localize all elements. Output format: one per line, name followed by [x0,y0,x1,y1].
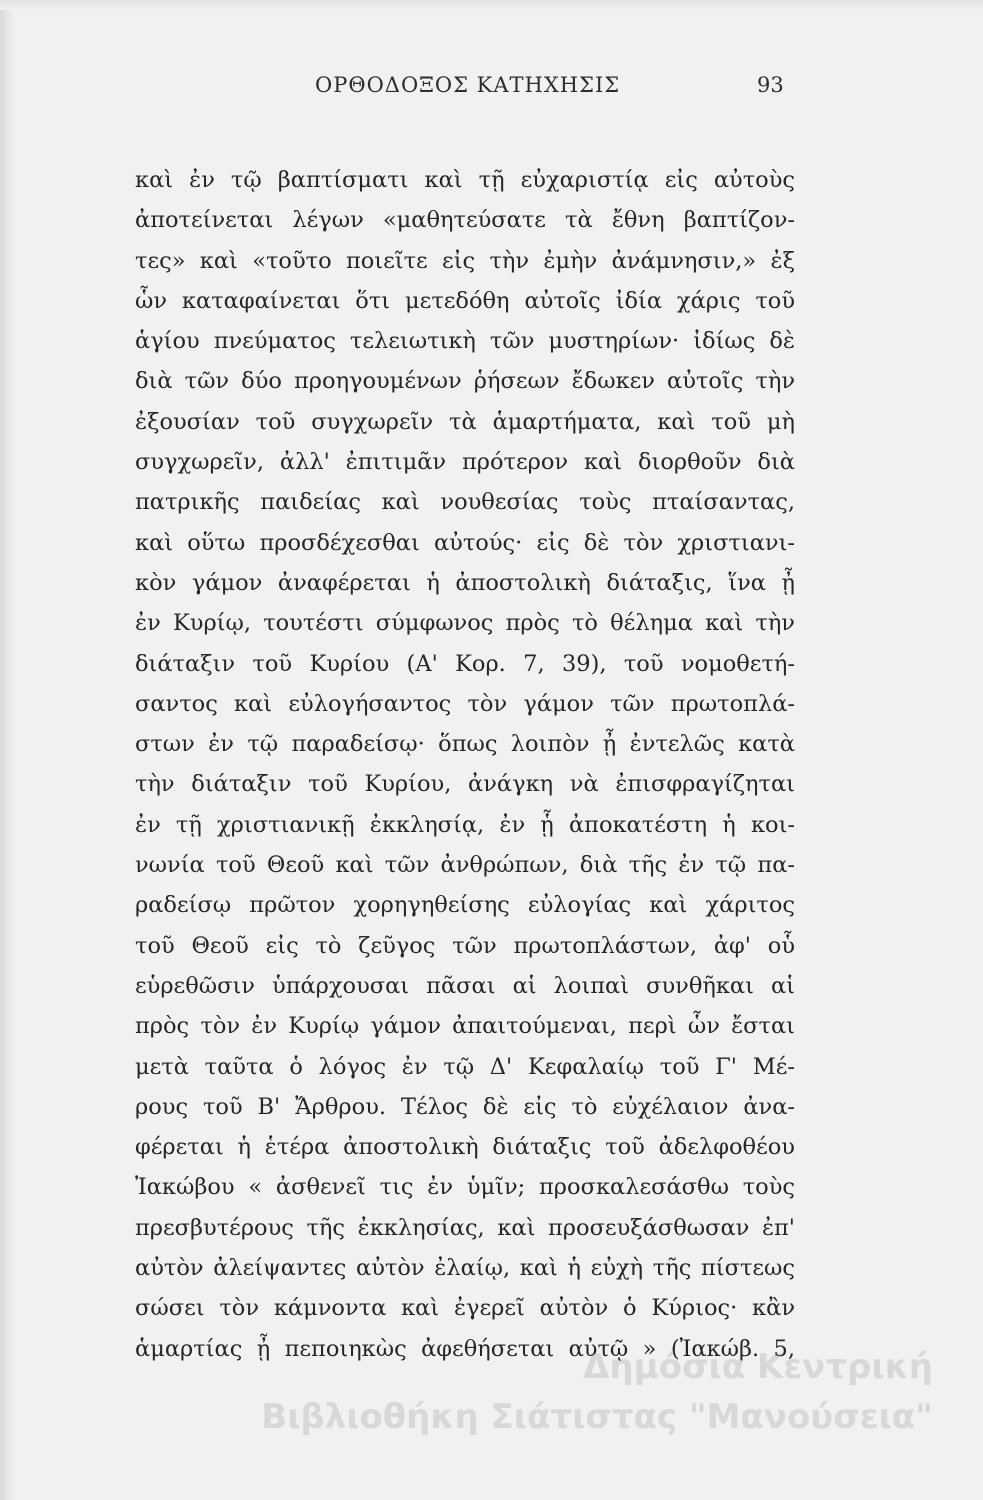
text-line: ἀποτείνεται λέγων «μαθητεύσατε τὰ ἔθνη βαπτίζον- [135,207,795,234]
text-line: μετὰ ταῦτα ὁ λόγος ἐν τῷ Δ' Κεφαλαίῳ τοῦ Γ' Μέ- [135,1053,795,1080]
text-line: τὴν διάταξιν τοῦ Κυρίου, ἀνάγκη νὰ ἐπισφραγίζηται [135,771,795,798]
text-line: διάταξιν τοῦ Κυρίου (Α' Κορ. 7, 39), τοῦ νομοθετή- [135,650,795,677]
text-line: συγχωρεῖν, ἀλλ' ἐπιτιμᾶν πρότερον καὶ διορθοῦν διὰ [135,449,795,476]
body-text [135,160,795,1369]
text-line: καὶ ἐν τῷ βαπτίσματι καὶ τῇ εὐχαριστίᾳ εἰς αὐτοὺς [135,167,795,193]
text-line: κὸν γάμον ἀναφέρεται ἡ ἀποστολικὴ διάταξις, ἵνα ᾖ [135,569,795,596]
text-line: πρὸς τὸν ἐν Κυρίῳ γάμον ἀπαιτούμεναι, περὶ ὧν ἔσται [135,1013,795,1040]
text-line: ἁγίου πνεύματος τελειωτικὴ τῶν μυστηρίων· ἰδίως δὲ [135,328,795,355]
page-number: 93 [757,73,784,97]
text-line: στων ἐν τῷ παραδείσῳ· ὅπως λοιπὸν ᾖ ἐντελῶς κατὰ [135,731,795,758]
text-line: ρους τοῦ Β' Ἄρθρου. Τέλος δὲ εἰς τὸ εὐχέλαιον ἀνα- [135,1093,795,1120]
text-line: φέρεται ἡ ἑτέρα ἀποστολικὴ διάταξις τοῦ ἀδελφοθέου [135,1134,795,1161]
text-line: αὐτὸν ἀλείψαντες αὐτὸν ἐλαίῳ, καὶ ἡ εὐχὴ τῆς πίστεως [135,1255,795,1282]
text-line: νωνία τοῦ Θεοῦ καὶ τῶν ἀνθρώπων, διὰ τῆς ἐν τῷ πα- [135,852,795,879]
text-line: τοῦ Θεοῦ εἰς τὸ ζεῦγος τῶν πρωτοπλάστων, ἀφ' οὗ [135,932,795,959]
text-line: πατρικῆς παιδείας καὶ νουθεσίας τοὺς πταίσαντας, [135,489,795,516]
text-line: ραδείσῳ πρῶτον χορηγηθείσης εὐλογίας καὶ χάριτος [135,892,795,919]
watermark-line-2: Βιβλιοθήκη Σιάτιστας "Μανούσεια" [261,1397,933,1437]
library-watermark [173,1342,933,1442]
watermark-line-1: Δημόσια Κεντρική [583,1347,933,1387]
text-line: ἐξουσίαν τοῦ συγχωρεῖν τὰ ἁμαρτήματα, καὶ τοῦ μὴ [135,408,795,435]
text-line: σαντος καὶ εὐλογήσαντος τὸν γάμον τῶν πρωτοπλά- [135,690,795,717]
text-line: ἐν Κυρίῳ, τουτέστι σύμφωνος πρὸς τὸ θέλημα καὶ τὴν [135,610,795,637]
text-line: τες» καὶ «τοῦτο ποιεῖτε εἰς τὴν ἐμὴν ἀνάμνησιν,» ἐξ [135,247,795,274]
text-line: Ἰακώβου « ἀσθενεῖ τις ἐν ὑμῖν; προσκαλεσάσθω τοὺς [135,1174,795,1201]
text-line: ἁμαρτίας ᾖ πεποιηκὼς ἀφεθήσεται αὐτῷ » (Ἰακώβ. 5, [135,1335,795,1362]
text-line: ὧν καταφαίνεται ὅτι μετεδόθη αὐτοῖς ἰδία χάρις τοῦ [135,287,795,314]
text-line: καὶ οὕτω προσδέχεσθαι αὐτούς· εἰς δὲ τὸν χριστιανι- [135,529,795,556]
text-line: ἐν τῇ χριστιανικῇ ἐκκλησίᾳ, ἐν ᾗ ἀποκατέστη ἡ κοι- [135,811,795,838]
text-line: διὰ τῶν δύο προηγουμένων ῥήσεων ἔδωκεν αὐτοῖς τὴν [135,368,795,395]
text-line: εὑρεθῶσιν ὑπάρχουσαι πᾶσαι αἱ λοιπαὶ συνθῆκαι αἱ [135,972,795,999]
running-title: ΟΡΘΟΔΟΞΟΣ ΚΑΤΗΧΗΣΙΣ [315,73,621,97]
scan-shadow-left [0,0,14,1500]
text-line: σώσει τὸν κάμνοντα καὶ ἐγερεῖ αὐτὸν ὁ Κύριος· κἂν [135,1295,795,1322]
scan-shadow-top [0,0,983,10]
text-line: πρεσβυτέρους τῆς ἐκκλησίας, καὶ προσευξάσθωσαν ἐπ' [135,1214,795,1241]
